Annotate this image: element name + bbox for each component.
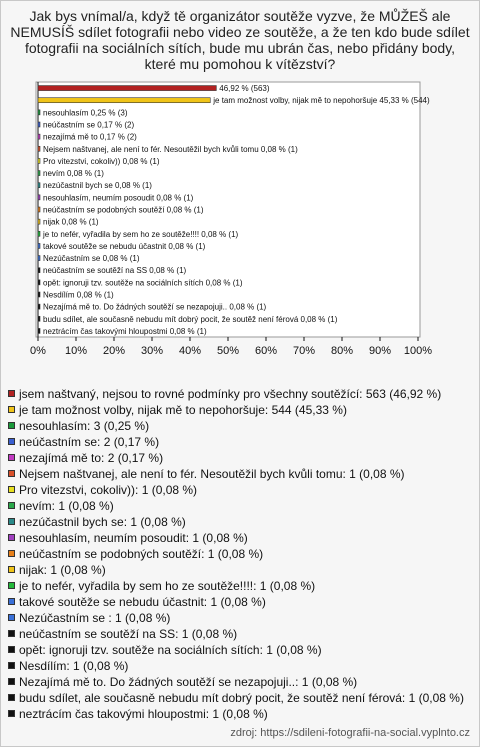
bar-16: [38, 268, 40, 273]
legend-swatch: [8, 502, 15, 509]
bar-label-14: takové soutěže se nebudu účastnit 0,08 % (1): [43, 241, 206, 251]
x-tick-label-8: 80%: [330, 345, 354, 357]
legend-item-3: [8, 420, 472, 433]
legend-swatch: [8, 630, 15, 637]
x-tick-label-10: 100%: [403, 345, 433, 357]
legend-item-19: [8, 676, 472, 689]
chart-title: Jak bys vnímal/a, když tě organizátor soutěže vyzve, že MŮŽEŠ ale NEMUSÍŠ sdílet fotografii nebo video ze soutěže, a že ten kdo bude sdílet fotografii na sociálních sítích, bude mu ubrán čas, nebo přidány body, které mu pomohou k vítězství?: [10, 8, 470, 72]
legend-swatch: [8, 454, 15, 461]
bar-label-7: Pro vitezstvi, cokoliv)) 0,08 % (1): [43, 156, 160, 166]
legend-swatch: [8, 470, 15, 477]
legend-item-18: [8, 660, 472, 673]
legend-label: nesouhlasím: 3 (0,25 %): [19, 419, 150, 433]
bar-4: [38, 122, 40, 127]
legend-swatch: [8, 598, 15, 605]
bar-label-15: Nezúčastním se 0,08 % (1): [43, 254, 140, 264]
legend-item-12: [8, 564, 472, 577]
legend-label: Nezajímá mě to. Do žádných soutěží se nezapojuji..: 1 (0,08 %): [19, 675, 358, 689]
legend-swatch: [8, 710, 15, 717]
legend-label: neúčastním se soutěží na SS: 1 (0,08 %): [19, 627, 238, 641]
bar-7: [38, 158, 40, 163]
bar-label-18: Nesdílím 0,08 % (1): [43, 290, 114, 300]
legend-swatch: [8, 534, 15, 541]
bar-13: [38, 231, 40, 236]
bar-label-8: nevím 0,08 % (1): [43, 169, 104, 179]
legend-label: neúčastním se podobných soutěží: 1 (0,08 %): [19, 547, 264, 561]
legend-label: Nezúčastním se : 1 (0,08 %): [19, 611, 171, 625]
legend-label: neúčastním se: 2 (0,17 %): [19, 435, 160, 449]
x-tick-label-0: 0%: [30, 345, 46, 357]
bar-15: [38, 256, 40, 261]
bar-14: [38, 243, 40, 248]
legend-swatch: [8, 646, 15, 653]
bar-label-10: nesouhlasím, neumím posoudit 0,08 % (1): [43, 193, 194, 203]
bar-label-16: neúčastním se soutěží na SS 0,08 % (1): [43, 266, 187, 276]
legend-item-5: [8, 452, 472, 465]
legend-label: neztrácím čas takovými hloupostmi: 1 (0,08 %): [19, 707, 268, 721]
legend-item-4: [8, 436, 472, 449]
source-note: zdroj: https://sdileni-fotografii-na-social.vyplnto.cz: [230, 727, 470, 739]
legend-label: je to nefér, vyřadila by sem ho ze soutěže!!!!: 1 (0,08 %): [19, 579, 316, 593]
legend-item-16: [8, 628, 472, 641]
bar-label-5: nezajímá mě to 0,17 % (2): [43, 132, 137, 142]
legend-item-6: [8, 468, 472, 481]
legend-swatch: [8, 486, 15, 493]
x-tick-label-1: 10%: [64, 345, 88, 357]
bar-19: [38, 304, 40, 309]
legend-swatch: [8, 406, 15, 413]
bar-8: [38, 171, 40, 176]
bar-label-13: je to nefér, vyřadila by sem ho ze soutěže!!!! 0,08 % (1): [43, 229, 239, 239]
legend-swatch: [8, 438, 15, 445]
bar-20: [38, 316, 40, 321]
x-tick-label-5: 50%: [216, 345, 240, 357]
bar-label-9: nezúčastnil bych se 0,08 % (1): [43, 181, 152, 191]
bar-11: [38, 207, 40, 212]
legend-swatch: [8, 662, 15, 669]
legend-swatch: [8, 566, 15, 573]
bar-1: [38, 86, 216, 91]
x-tick-label-4: 40%: [178, 345, 202, 357]
legend-label: Nejsem naštvanej, ale není to fér. Nesoutěžil bych kvůli tomu: 1 (0,08 %): [19, 467, 405, 481]
bar-label-3: nesouhlasím 0,25 % (3): [43, 108, 128, 118]
legend-swatch: [8, 614, 15, 621]
legend-swatch: [8, 694, 15, 701]
bar-17: [38, 280, 40, 285]
legend-label: budu sdílet, ale současně nebudu mít dobrý pocit, že soutěž není férová: 1 (0,08 %): [19, 691, 464, 705]
legend-item-8: [8, 500, 472, 513]
x-tick-label-9: 90%: [368, 345, 392, 357]
legend-item-20: [8, 692, 472, 705]
bar-label-4: neúčastním se 0,17 % (2): [43, 120, 135, 130]
bar-label-11: neúčastním se podobných soutěží 0,08 % (1): [43, 205, 204, 215]
legend-label: Nesdílím: 1 (0,08 %): [19, 659, 129, 673]
legend-item-7: [8, 484, 472, 497]
bar-12: [38, 219, 40, 224]
legend-label: opět: ignoruji tzv. soutěže na sociálních sítích: 1 (0,08 %): [19, 643, 322, 657]
legend-item-11: [8, 548, 472, 561]
bar-label-17: opět: ignoruji tzv. soutěže na sociálních sítích 0,08 % (1): [43, 278, 243, 288]
chart-legend: [8, 388, 472, 724]
bar-9: [38, 183, 40, 188]
legend-label: takové soutěže se nebudu účastnit: 1 (0,08 %): [19, 595, 266, 609]
legend-label: nijak: 1 (0,08 %): [19, 563, 106, 577]
legend-item-17: [8, 644, 472, 657]
x-tick-label-6: 60%: [254, 345, 278, 357]
legend-label: nevím: 1 (0,08 %): [19, 499, 114, 513]
x-tick-label-7: 70%: [292, 345, 316, 357]
bar-label-12: nijak 0,08 % (1): [43, 217, 99, 227]
bar-label-6: Nejsem naštvanej, ale není to fér. Nesoutěžil bych kvůli tomu 0,08 % (1): [43, 144, 298, 154]
bar-label-20: budu sdílet, ale současně nebudu mít dobrý pocit, že soutěž není férová 0,08 % (1): [43, 314, 338, 324]
legend-item-13: [8, 580, 472, 593]
legend-item-10: [8, 532, 472, 545]
bar-label-1: 46,92 % (563): [219, 84, 270, 94]
legend-label: Pro vitezstvi, cokoliv)): 1 (0,08 %): [19, 483, 198, 497]
legend-item-21: [8, 708, 472, 721]
legend-label: jsem naštvaný, nejsou to rovné podmínky pro všechny soutěžící: 563 (46,92 %): [19, 387, 442, 401]
bar-10: [38, 195, 40, 200]
legend-item-9: [8, 516, 472, 529]
legend-swatch: [8, 582, 15, 589]
legend-label: nezúčastnil bych se: 1 (0,08 %): [19, 515, 186, 529]
x-tick-label-3: 30%: [140, 345, 164, 357]
legend-item-2: [8, 404, 472, 417]
bar-18: [38, 292, 40, 297]
bar-21: [38, 328, 40, 333]
bar-3: [38, 110, 40, 115]
legend-swatch: [8, 678, 15, 685]
legend-item-1: [8, 388, 472, 401]
bar-label-2: je tam možnost volby, nijak mě to nepohoršuje 45,33 % (544): [213, 96, 430, 106]
bar-6: [38, 146, 40, 151]
bar-label-19: Nezajímá mě to. Do žádných soutěží se nezapojuji.. 0,08 % (1): [43, 302, 267, 312]
legend-item-14: [8, 596, 472, 609]
bar-5: [38, 134, 40, 139]
legend-label: nesouhlasím, neumím posoudit: 1 (0,08 %): [19, 531, 248, 545]
legend-label: je tam možnost volby, nijak mě to nepohoršuje: 544 (45,33 %): [19, 403, 347, 417]
bar-2: [38, 98, 210, 103]
legend-item-15: [8, 612, 472, 625]
legend-swatch: [8, 518, 15, 525]
x-tick-label-2: 20%: [102, 345, 126, 357]
legend-swatch: [8, 550, 15, 557]
legend-swatch: [8, 390, 15, 397]
bar-label-21: neztrácím čas takovými hloupostmi 0,08 % (1): [43, 326, 207, 336]
legend-swatch: [8, 422, 15, 429]
legend-label: nezajímá mě to: 2 (0,17 %): [19, 451, 164, 465]
